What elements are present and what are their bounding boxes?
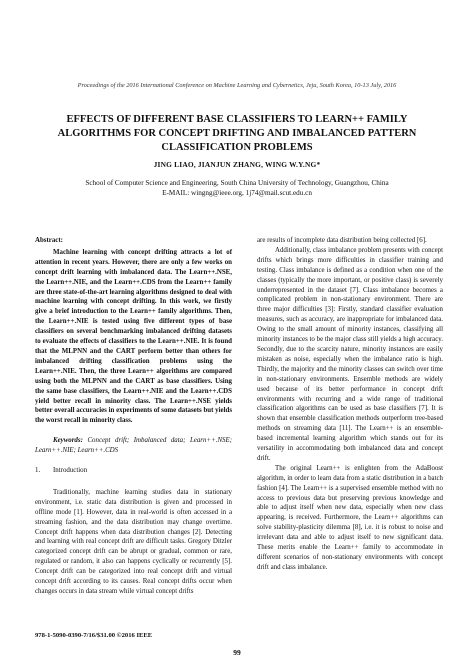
proceedings-header: Proceedings of the 2016 International Conference on Machine Learning and Cybernetics, Jeju, South Korea, 10-13 July, 2016 [77,82,397,89]
intro-paragraph-3: The original Learn++ is enlighten from the AdaBoost algorithm, in order to learn data from a static distribution in a batch fashion [4]. The Learn++ is a supervised ensemble method with no access to previous data but preserving previous knowledge and able to adjust itself when new data, especially when new class appearing, is received. Furthermore, the Learn++ algorithms can solve stability-plasticity dilemma [8], i.e. it is robust to noise and irrelevant data and able to adjust itself to new significant data. These merits enable the Learn++ family to accommodate in different scenarios of non-stationary environments with concept drift and class imbalance. [257,464,443,571]
abstract-heading: Abstract: [35,237,63,244]
paper-authors: JING LIAO, JIANJUN ZHANG, WING W.Y.NG* [153,160,321,169]
keywords-text: Concept drift; Imbalanced data; Learn++.NSE; Learn++.NIE; Learn++.CDS [35,437,233,455]
paper-title: EFFECTS OF DIFFERENT BASE CLASSIFIERS TO LEARN++ FAMILY ALGORITHMS FOR CONCEPT DRIFTING AND IMBALANCED PATTERN CLASSIFICATION PROBLEMS [57,114,417,153]
page-number: 99 [233,648,241,657]
abstract-text: Machine learning with concept drifting attracts a lot of attention in recent years. However, there are only a few works on concept drift learning with imbalanced data. The Learn++.NSE, the Learn++.NIE, and the Learn++.CDS from the Learn++ family are three state-of-the-art learning algorithms designed to deal with machine learning with concept drifting. In this work, we firstly give a brief introduction to the Learn++ family algorithms. Then, the Learn++.NIE is tested using five different types of base classifiers on several benchmarking imbalanced drifting datasets to evaluate the effects of classifiers to the Learn++.NIE. It is found that the MLPNN and the CART perform better than others for imbalanced drifting classification problems using the Learn++.NIE. Then, the three Learn++ algorithms are compared using both the MLPNN and the CART as base classifiers. Using the same base classifiers, the Learn++.NIE and the Learn++.CDS yield better recall in minority class. The Learn++.NSE yields better overall accuracies in experiments of some datasets but yields the worst recall in minority class. [35,248,232,425]
right-column [257,236,443,573]
keywords [35,436,232,456]
section-number: 1. [35,467,41,475]
intro-paragraph-2: Additionally, class imbalance problem presents with concept drifts which brings more difficulties in classifier training and testing. Class imbalance is defined as a condition when one of the classes (typically the more important, or positive class) is severely underrepresented in the dataset [7]. Class imbalance becomes a complicated problem in non-stationary environment. There are three major difficulties [3]: Firstly, standard classifier evaluation measures, such as accuracy, are inappropriate for imbalanced data. Owing to the small amount of minority instances, classifying all minority instances to be the major class still yields a high accuracy. Secondly, due to the scarcity nature, minority instances are easily mistaken as noise, especially when the imbalance ratio is high. Thirdly, the majority and the minority classes can switch over time in non-stationary environments. Ensemble methods are widely used because of its better performance in concept drift environments with recurring and a wide range of traditional classification algorithms can be used as base classifiers [7]. It is shown that ensemble classification methods outperform tree-based methods on streaming data [11]. The Learn++ is an ensemble-based incremental learning algorithm which stands out for its versatility in accommodating both imbalanced data and concept drift. [257,246,443,462]
affiliation-block [22,178,452,198]
section-title: Introduction [53,467,88,475]
section-heading-introduction [35,466,232,476]
author-email: E-MAIL: wingng@ieee.org, 1j74@mail.scut.edu.cn [162,189,312,197]
left-column [35,236,232,597]
keywords-label: Keywords: [53,437,83,445]
intro-paragraph-1-continued: are results of incomplete data distribution being collected [6]. [257,237,427,244]
copyright-notice: 978-1-5090-0390-7/16/$31.00 ©2016 IEEE [35,632,153,639]
intro-paragraph-1: Traditionally, machine learning studies data in stationary environment, i.e. static data distribution is given and processed in offline mode [1]. However, data in real-world is often accessed in a streaming fashion, and the data distribution may change overtime. Concept drift happens when data distribution changes [2]. Detecting and learning with real concept drift are difficult tasks. Gregory Ditzler categorized concept drift can be abrupt or gradual, common or rare, regulated or random, it also can happens cyclically or recurrently [5]. Concept drift can be categorized into real concept drift and virtual concept drift according to its causes. Real concept drifts occur when changes occurs in data stream while virtual concept drifts [35,488,232,595]
affiliation: School of Computer Science and Engineering, South China University of Technology, Guangzhou, China [85,179,389,187]
